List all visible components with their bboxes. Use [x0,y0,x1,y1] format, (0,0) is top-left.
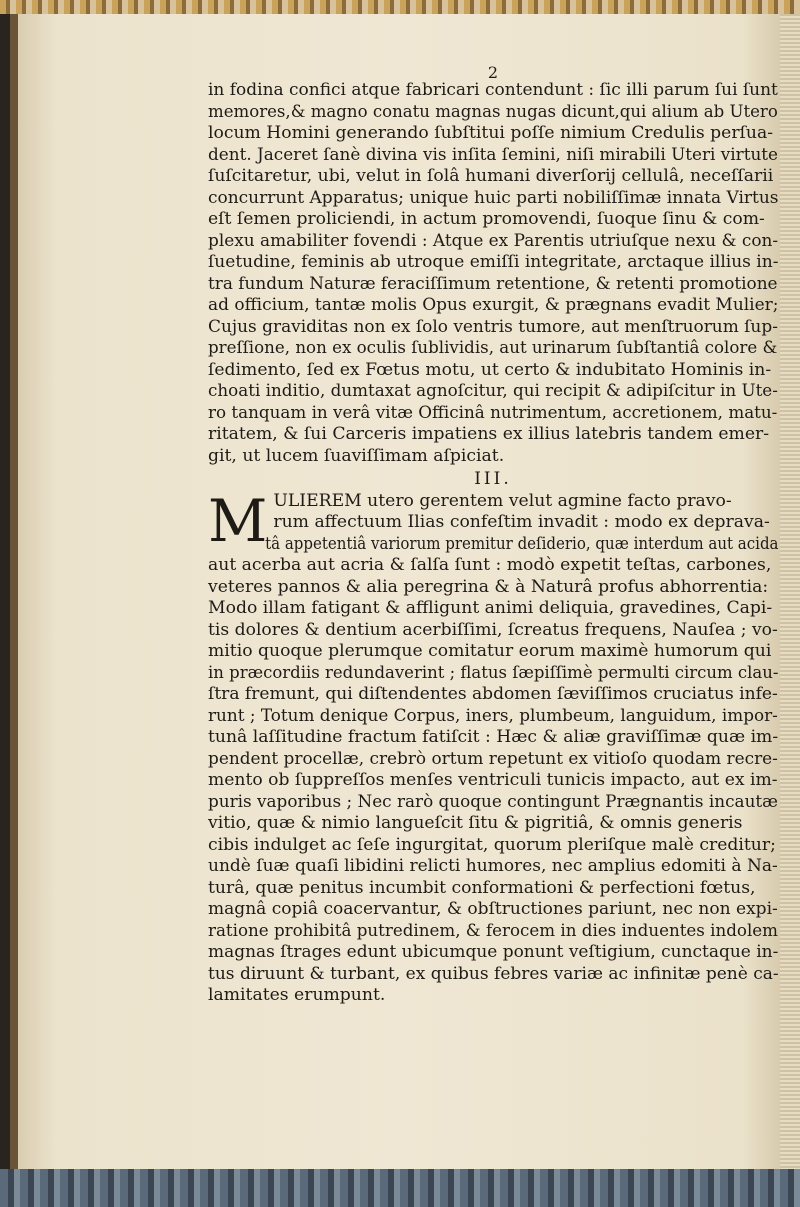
text-line: tâ appetentiâ variorum premitur deſiderio, quæ interdum aut acida [265,533,779,554]
text-line: vitio, quæ & nimio langueſcit ſitu & pigritiâ, & omnis generis [208,813,743,833]
text-line: aut acerba aut acria & ſalſa ſunt : modò expetit teſtas, carbones, [208,555,772,575]
text-line: ro tanquam in verâ vitæ Officinâ nutrimentum, accretionem, matu- [208,402,778,423]
text-line: ſuſcitaretur, ubi, velut in ſolâ humani diverſorij cellulâ, neceſſarii [208,166,774,186]
text-line: in præcordiis redundaverint ; flatus ſæpiſſimè permulti circum clau- [208,662,779,683]
text-line: ritatem, & ſui Carceris impatiens ex illius latebris tandem emer- [208,424,770,444]
text-line: tus diruunt & turbant, ex quibus febres variæ ac infinitæ penè ca- [208,963,779,984]
text-line: in fodina confici atque fabricari contendunt : ſic illi parum ſui ſunt [208,80,778,100]
text-line: ſtra fremunt, qui diſtendentes abdomen ſæviſſimos cruciatus infe- [208,684,778,704]
text-line: magnâ copiâ coacervantur, & obſtructiones pariunt, nec non expi- [208,899,778,919]
text-line: plexu amabiliter fovendi : Atque ex Parentis utriuſque nexu & con- [208,230,779,251]
text-line: undè ſuæ quaſi libidini relicti humores, nec amplius edomiti à Na- [208,856,778,876]
text-line: tra fundum Naturæ feraciſſimum retentione, & retenti promotione [208,273,778,294]
text-line: locum Homini generando ſubſtitui poſſe nimium Credulis perſua- [208,123,774,143]
text-line: mento ob ſuppreſſos menſes ventriculi tunicis impacto, aut ex im- [208,770,778,790]
text-line: Cujus graviditas non ex ſolo ventris tumore, aut menſtruorum ſup- [208,316,778,337]
page-number: 2 [487,63,499,82]
text-line: choati inditio, dumtaxat agnoſcitur, qui recipit & adipiſcitur in Ute- [208,381,778,401]
text-line: ſuetudine, feminis ab utroque emiſſi integritate, arctaque illius in- [208,252,779,272]
text-line: rum affectuum Ilias confeſtim invadit : modo ex deprava- [273,512,770,532]
text-line: preſſione, non ex oculis ſublividis, aut urinarum ſubſtantiâ colore & [208,338,778,358]
text-line: ad officium, tantæ molis Opus exurgit, & prægnans evadit Mulier; [208,295,779,315]
text-line: Modo illam fatigant & affligunt animi deliquia, gravedines, Capi- [208,598,773,618]
text-line: mitio quoque plerumque comitatur eorum maximè humorum qui [208,641,772,661]
text-line: puris vaporibus ; Nec rarò quoque contingunt Prægnantis incautæ [208,791,779,812]
text-line: veteres pannos & alia peregrina & à Naturâ profus abhorrentia: [208,576,769,597]
text-line: ratione prohibitâ putredinem, & ferocem in dies induentes indolem [208,920,779,941]
background-cloth [0,1169,800,1207]
text-line: tis dolores & dentium acerbiſſimi, ſcreatus frequens, Nauſea ; vo- [208,619,778,640]
book-page [10,14,780,1169]
paragraph-1 [208,80,778,467]
text-line: magnas ſtrages edunt ubicumque ponunt veſtigium, cunctaque in- [208,942,779,962]
text-line: dent. Jaceret ſanè divina vis inſita ſemini, niſi mirabili Uteri virtute [208,144,779,165]
book-top-edge [0,0,800,14]
page-edges [779,14,800,1174]
text-line: lamitates erumpunt. [208,985,386,1005]
text-line: cibis indulget ac ſeſe ingurgitat, quorum pleriſque malè creditur; [208,834,776,855]
text-line: eſt ſemen proliciendi, in actum promovendi, ſuoque ſinu & com- [208,209,765,229]
text-line: memores,& magno conatu magnas nugas dicunt,qui alium ab Utero [208,101,778,122]
paragraph-2 [208,486,779,1007]
text-line: turâ, quæ penitus incumbit conformationi & perfectioni fœtus, [208,877,756,898]
text-line: concurrunt Apparatus; unique huic parti nobiliſſimæ innata Virtus [208,187,779,208]
text-line: git, ut lucem ſuaviſſimam aſpiciat. [208,445,505,466]
text-line: pendent procellæ, crebrò ortum repetunt ex vitioſo quodam recre- [208,748,778,769]
drop-cap: M [208,486,268,555]
section-heading: III. [474,469,512,489]
text-line: ſedimento, ſed ex Fœtus motu, ut certo & indubitato Hominis in- [208,359,772,380]
text-line: ULIEREM utero gerentem velut agmine facto pravo- [273,490,732,511]
text-line: tunâ laſſitudine fractum fatiſcit : Hæc & aliæ graviſſimæ quæ im- [208,727,779,747]
page-text [208,64,778,1007]
text-line: runt ; Totum denique Corpus, iners, plumbeum, languidum, impor- [208,705,778,726]
